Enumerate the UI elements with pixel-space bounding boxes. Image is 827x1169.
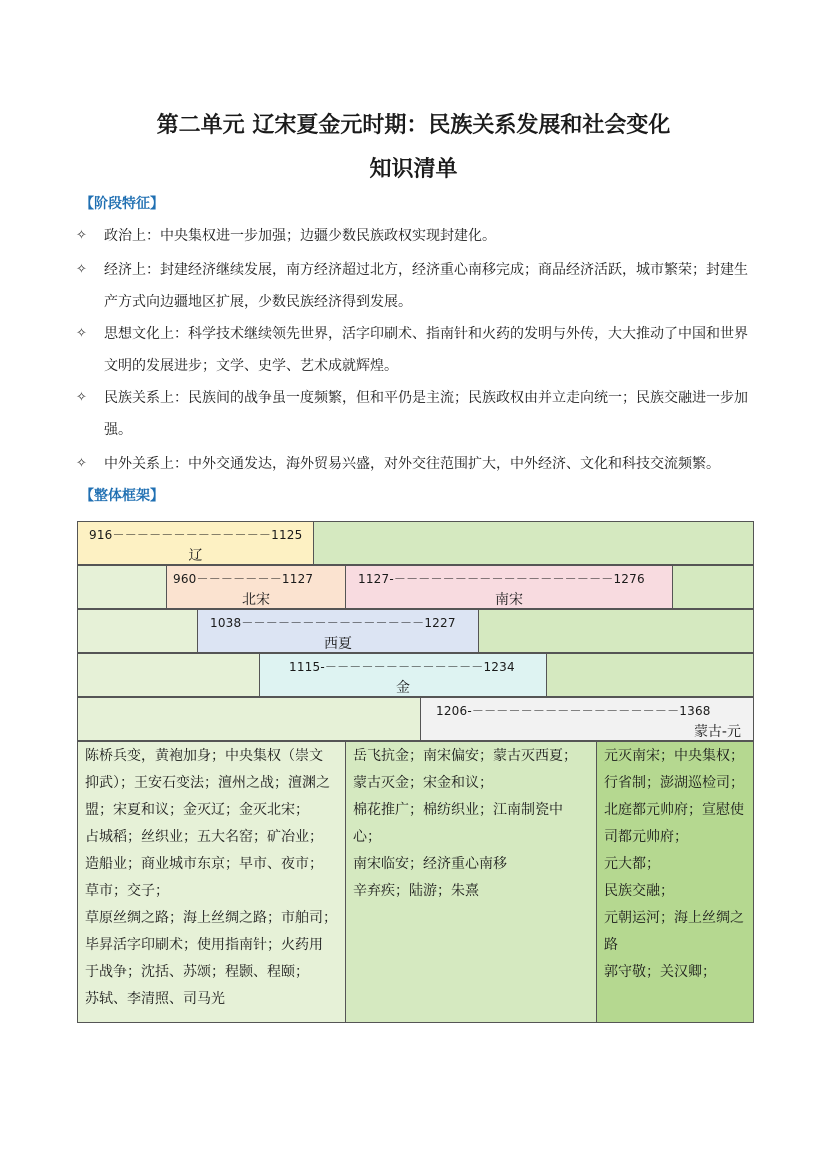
timeline-filler — [77, 609, 198, 653]
detail-line: 毕昇活字印刷术；使用指南针；火药用 — [85, 937, 323, 953]
beisong-box — [166, 565, 346, 609]
detail-line: 占城稻；丝织业；五大名窑；矿冶业； — [85, 829, 323, 845]
detail-line: 元朝运河；海上丝绸之 — [604, 910, 744, 926]
detail-line: 蒙古灭金；宋金和议； — [353, 775, 493, 791]
stage-heading: 【阶段特征】 — [80, 196, 164, 212]
diamond-bullet-icon: ✧ — [76, 262, 87, 277]
timeline-filler — [77, 653, 260, 697]
jin-range: 1115-－－－－－－－－－－－－－1234 — [289, 660, 515, 674]
col-yuan-details — [596, 741, 754, 1023]
stage-item-text: 中外关系上：中外交通发达，海外贸易兴盛，对外交往范围扩大，中外经济、文化和科技交流频繁。 — [104, 456, 720, 472]
xixia-name: 西夏 — [324, 636, 352, 652]
nansong-box — [345, 565, 673, 609]
diamond-bullet-icon: ✧ — [76, 326, 87, 341]
stage-item-ethnic — [76, 382, 756, 446]
stage-item-text: 政治上：中央集权进一步加强；边疆少数民族政权实现封建化。 — [104, 228, 496, 244]
diamond-bullet-icon: ✧ — [76, 456, 87, 471]
xixia-range: 1038－－－－－－－－－－－－－－－1227 — [210, 616, 456, 630]
col-nansong-details — [345, 741, 597, 1023]
timeline-row-liao — [77, 521, 754, 565]
col-song-details — [77, 741, 346, 1023]
timeline-filler — [672, 565, 754, 609]
detail-line: 郭守敬；关汉卿； — [604, 964, 716, 980]
liao-range: 916－－－－－－－－－－－－－1125 — [89, 528, 303, 542]
jin-name: 金 — [396, 680, 410, 696]
stage-item-text: 经济上：封建经济继续发展，南方经济超过北方，经济重心南移完成；商品经济活跃，城市繁荣；封建生产方式向边疆地区扩展，少数民族经济得到发展。 — [104, 262, 748, 310]
stage-item-economy — [76, 254, 756, 318]
timeline-row-xixia — [77, 609, 754, 653]
detail-line: 于战争；沈括、苏颂；程颢、程颐； — [85, 964, 309, 980]
detail-line: 北庭都元帅府；宣慰使 — [604, 802, 744, 818]
diamond-bullet-icon: ✧ — [76, 228, 87, 243]
detail-line: 草原丝绸之路；海上丝绸之路；市舶司； — [85, 910, 337, 926]
stage-item-politics — [76, 220, 756, 252]
detail-line: 路 — [604, 937, 618, 953]
liao-box — [77, 521, 314, 565]
detail-line: 元大都； — [604, 856, 660, 872]
stage-item-text: 民族关系上：民族间的战争虽一度频繁，但和平仍是主流；民族政权由并立走向统一；民族交融进一步加强。 — [104, 390, 748, 438]
detail-line: 盟；宋夏和议；金灭辽；金灭北宋； — [85, 802, 309, 818]
timeline-filler — [546, 653, 754, 697]
page-title: 第二单元 辽宋夏金元时期：民族关系发展和社会变化 — [156, 112, 671, 138]
beisong-range: 960－－－－－－－1127 — [173, 572, 314, 586]
detail-line: 陈桥兵变，黄袍加身；中央集权（崇文 — [85, 748, 323, 764]
mengyuan-range: 1206-－－－－－－－－－－－－－－－－－1368 — [436, 704, 711, 718]
detail-line: 造船业；商业城市东京；早市、夜市； — [85, 856, 323, 872]
detail-line: 抑武）；王安石变法；澶州之战；澶渊之 — [85, 775, 330, 791]
timeline-filler — [478, 609, 754, 653]
mengyuan-name: 蒙古-元 — [693, 724, 741, 740]
beisong-name: 北宋 — [242, 592, 270, 608]
timeline-filler — [313, 521, 754, 565]
detail-line: 辛弃疾；陆游；朱熹 — [353, 883, 479, 899]
detail-line: 岳飞抗金；南宋偏安；蒙古灭西夏； — [353, 748, 577, 764]
detail-line: 苏轼、李清照、司马光 — [85, 991, 225, 1007]
detail-line: 南宋临安；经济重心南移 — [353, 856, 507, 872]
framework-heading: 【整体框架】 — [80, 488, 164, 504]
framework-details — [77, 741, 754, 1023]
page-subtitle: 知识清单 — [369, 156, 458, 182]
timeline-row-jin — [77, 653, 754, 697]
jin-box — [259, 653, 547, 697]
xixia-box — [197, 609, 479, 653]
timeline-filler — [77, 697, 421, 741]
detail-line: 行省制；澎湖巡检司； — [604, 775, 744, 791]
detail-line: 元灭南宋；中央集权； — [604, 748, 744, 764]
detail-line: 民族交融； — [604, 883, 674, 899]
timeline-filler — [77, 565, 167, 609]
detail-line: 司都元帅府； — [604, 829, 688, 845]
timeline-row-song — [77, 565, 754, 609]
stage-item-text: 思想文化上：科学技术继续领先世界，活字印刷术、指南针和火药的发明与外传，大大推动了中国和世界文明的发展进步；文学、史学、艺术成就辉煌。 — [104, 326, 748, 374]
timeline-row-mengyuan — [77, 697, 754, 741]
stage-item-culture — [76, 318, 756, 382]
liao-name: 辽 — [188, 548, 203, 564]
mengyuan-box — [420, 697, 754, 741]
detail-line: 棉花推广；棉纺织业；江南制瓷中心； — [353, 802, 563, 845]
detail-line: 草市；交子； — [85, 883, 169, 899]
nansong-range: 1127-－－－－－－－－－－－－－－－－－－1276 — [358, 572, 645, 586]
nansong-name: 南宋 — [495, 592, 523, 608]
stage-item-foreign — [76, 448, 756, 480]
diamond-bullet-icon: ✧ — [76, 390, 87, 405]
